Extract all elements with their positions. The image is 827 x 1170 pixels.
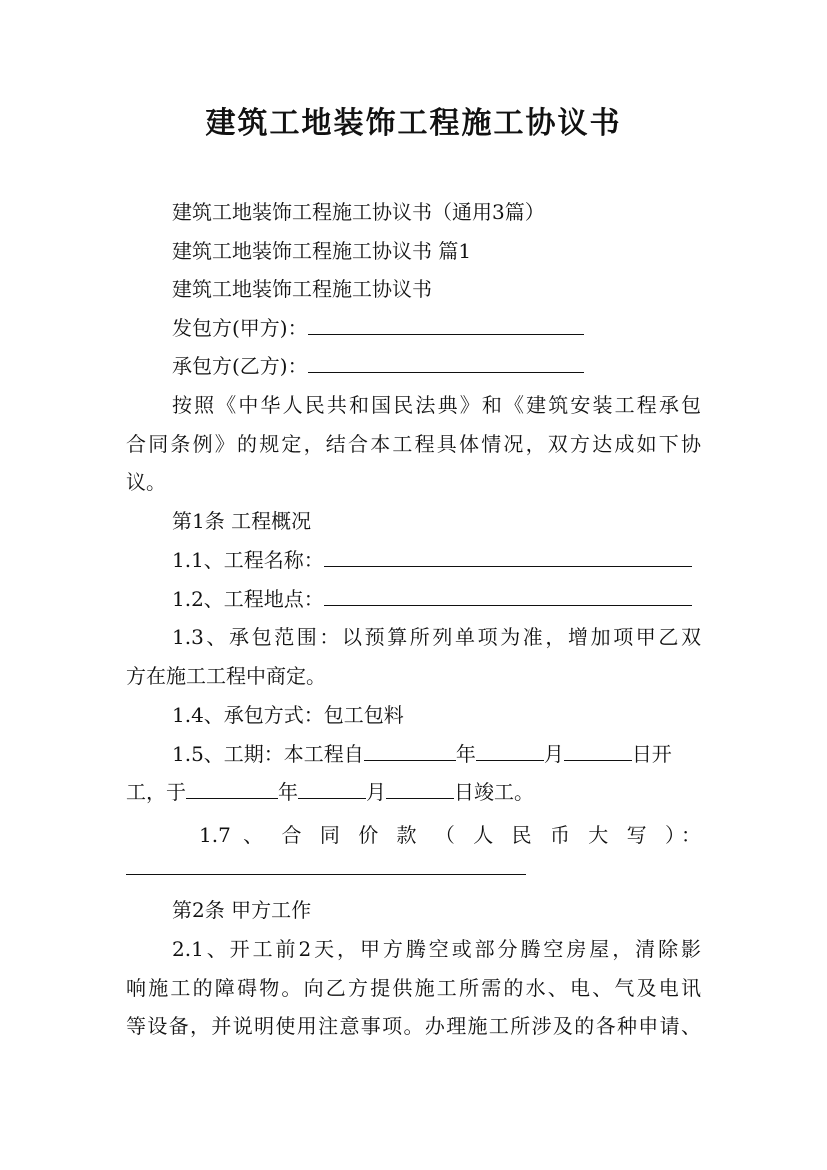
agreement-heading: 建筑工地装饰工程施工协议书 [172, 277, 432, 301]
schedule-line-1 [172, 738, 672, 770]
article-1-heading: 第1条 工程概况 [172, 509, 312, 533]
party-a-blank [308, 314, 584, 335]
end-month-blank [298, 778, 366, 799]
start-year-blank [364, 740, 456, 761]
contract-method-line: 1.4、承包方式：包工包料 [172, 703, 404, 727]
month-label: 月 [543, 742, 564, 766]
project-name-label: 1.1、工程名称： [172, 548, 324, 572]
paragraph-line: 按照《中华人民共和国民法典》和《建筑安装工程承包 [172, 393, 701, 417]
paragraph-line: 等设备，并说明使用注意事项。办理施工所涉及的各种申请、 [126, 1014, 701, 1038]
party-b-label: 承包方(乙方)： [172, 354, 308, 378]
contract-price-blank [126, 854, 526, 875]
project-location-line [172, 583, 692, 615]
subtitle-line: 建筑工地装饰工程施工协议书（通用3篇） [172, 200, 545, 224]
end-year-blank [186, 778, 278, 799]
party-a-label: 发包方(甲方)： [172, 316, 308, 340]
project-location-label: 1.2、工程地点： [172, 587, 324, 611]
document-title: 建筑工地装饰工程施工协议书 [205, 106, 622, 141]
month-label: 月 [366, 780, 386, 804]
end-day-blank [386, 778, 454, 799]
party-a-line [172, 312, 584, 344]
schedule-label: 1.5、工期：本工程自 [172, 742, 364, 766]
project-name-line [172, 544, 692, 576]
article-2-heading: 第2条 甲方工作 [172, 898, 312, 922]
year-label: 年 [455, 742, 476, 766]
paragraph-line: 2.1、开工前2天，甲方腾空或部分腾空房屋，清除影 [172, 937, 701, 961]
project-name-blank [324, 546, 692, 567]
start-month-blank [476, 740, 544, 761]
day-start-label: 日开 [631, 742, 672, 766]
paragraph-line: 响施工的障碍物。向乙方提供施工所需的水、电、气及电讯 [126, 976, 701, 1000]
start-day-blank [564, 740, 632, 761]
day-end-label: 日竣工。 [454, 780, 534, 804]
project-location-blank [324, 585, 692, 606]
paragraph-line: 合同条例》的规定，结合本工程具体情况，双方达成如下协 [126, 432, 701, 456]
contract-price-line: 1.7 、 合 同 价 款 （ 人 民 币 大 写 ）： [199, 823, 701, 847]
party-b-line [172, 350, 584, 382]
paragraph-line: 议。 [126, 470, 166, 494]
paragraph-line: 方在施工工程中商定。 [126, 664, 326, 688]
schedule-line-2 [126, 776, 534, 808]
finish-label: 工，于 [126, 780, 186, 804]
contract-price-blank-line [126, 852, 526, 884]
section-heading: 建筑工地装饰工程施工协议书 篇1 [172, 239, 472, 263]
year-label: 年 [278, 780, 298, 804]
party-b-blank [308, 352, 584, 373]
paragraph-line: 1.3、承包范围：以预算所列单项为准，增加项甲乙双 [172, 625, 701, 649]
